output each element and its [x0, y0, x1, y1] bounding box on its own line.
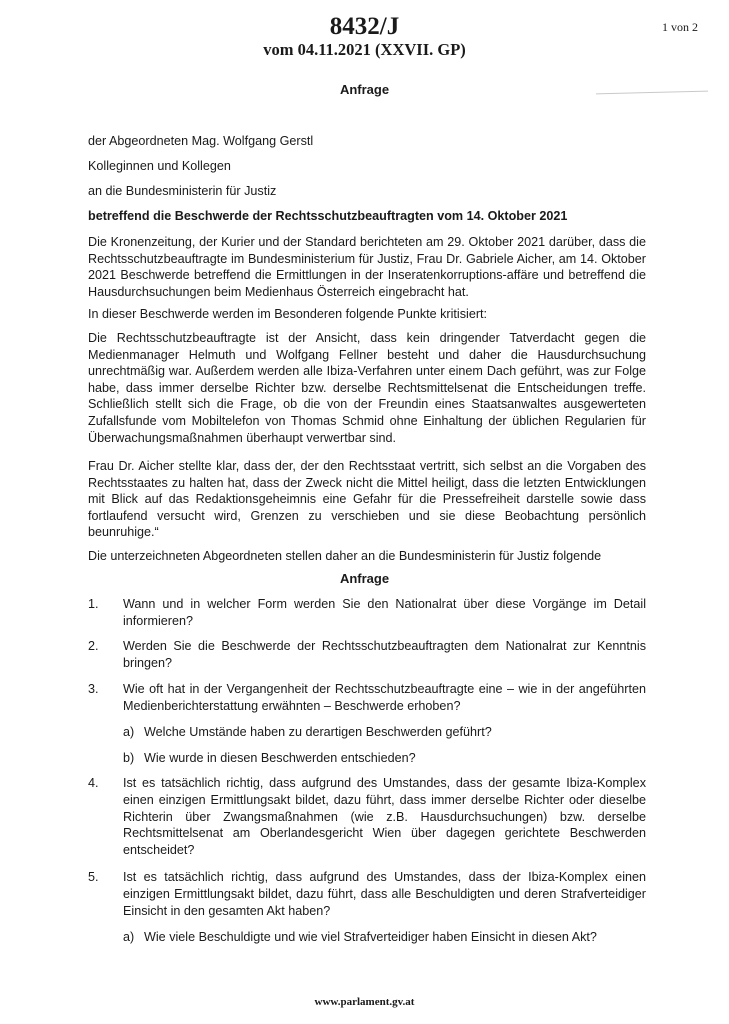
document-date: vom 04.11.2021 (XXVII. GP) [263, 40, 466, 59]
page-indicator: 1 von 2 [662, 20, 698, 34]
question-item [88, 775, 646, 859]
subject-line: betreffend die Beschwerde der Rechtsschutzbeauftragten vom 14. Oktober 2021 [88, 209, 568, 223]
body-paragraph: Die unterzeichneten Abgeordneten stellen daher an die Bundesministerin für Justiz folgende [88, 549, 602, 563]
sub-question-item [123, 929, 646, 946]
from-line: der Abgeordneten Mag. Wolfgang Gerstl [88, 134, 314, 148]
question-text: Ist es tatsächlich richtig, dass aufgrund des Umstandes, dass der gesamte Ibiza-Komplex einen einzigen Ermittlungsakt bildet, dazu führt, dass immer derselbe Richter oder dieselbe Richterin über Zwangsmaßnahmen (wie z.B. Hausdurchsuchungen) bzw. derselbe Rechtsmittelsenat am Oberlandesgericht Wien über dagegen gerichtete Beschwerden entscheidet? [123, 776, 646, 858]
question-item [88, 596, 646, 630]
sub-question-item [123, 750, 646, 767]
sub-question-label: a) [123, 725, 135, 739]
sub-question-text: Welche Umstände haben zu derartigen Beschwerden geführt? [144, 725, 492, 739]
question-number: 1. [88, 597, 99, 611]
sub-question-label: b) [123, 751, 135, 765]
body-paragraph: Frau Dr. Aicher stellte klar, dass der, der den Rechtsstaat vertritt, sich selbst an die Vorgaben des Rechtsstaates zu halten hat, dass der Zweck nicht die Mittel heiligt, dass die letzten Entwicklungen mit Blick auf das Redaktionsgeheimnis eine Gefahr für die Pressefreiheit darstelle sowie dass fortlaufend versucht wird, Grenzen zu verschieben und sie diese Beobachtung persönlich beunruhige.“ [88, 459, 646, 540]
question-item [88, 869, 646, 919]
question-number: 4. [88, 776, 99, 790]
question-text: Ist es tatsächlich richtig, dass aufgrund des Umstandes, dass der Ibiza-Komplex einen einzigen Ermittlungsakt bildet, dazu führt, dass alle Beschuldigten und deren Strafverteidiger Einsicht in den gesamten Akt haben? [123, 870, 646, 918]
question-item [88, 681, 646, 715]
question-text: Wie oft hat in der Vergangenheit der Rechtsschutzbeauftragte eine – wie in der angeführten Medienberichterstattung erwähnten – Beschwerde erhoben? [123, 682, 646, 713]
sub-question-text: Wie viele Beschuldigte und wie viel Strafverteidiger haben Einsicht in diesen Akt? [144, 930, 597, 944]
questions-heading: Anfrage [339, 571, 390, 586]
question-text: Wann und in welcher Form werden Sie den Nationalrat über diese Vorgänge im Detail informieren? [123, 597, 646, 628]
footer-website-link[interactable]: www.parlament.gv.at [314, 996, 415, 1008]
question-number: 3. [88, 682, 99, 696]
question-number: 5. [88, 870, 99, 884]
recipient-line: an die Bundesministerin für Justiz [88, 184, 277, 198]
question-number: 2. [88, 639, 99, 653]
colleagues-line: Kolleginnen und Kollegen [88, 159, 231, 173]
document-number: 8432/J [329, 13, 400, 40]
body-paragraph: In dieser Beschwerde werden im Besonderen folgende Punkte kritisiert: [88, 307, 488, 321]
sub-question-text: Wie wurde in diesen Beschwerden entschieden? [144, 751, 416, 765]
question-text: Werden Sie die Beschwerde der Rechtsschutzbeauftragten dem Nationalrat zur Kenntnis bringen? [123, 639, 646, 670]
sub-question-label: a) [123, 930, 135, 944]
body-paragraph: Die Rechtsschutzbeauftragte ist der Ansicht, dass kein dringender Tatverdacht gegen die Medienmanager Helmuth und Wolfgang Fellner besteht und daher die Hausdurchsuchung unrechtmäßig war. Außerdem werden alle Ibiza-Verfahren unter einem Dach geführt, was zur Folge habe, dass immer derselbe Richter bzw. derselbe Rechtsmittelsenat die Entscheidungen treffe. Schließlich stellt sich die Frage, ob die von der Freundin eines Staatsanwaltes ausgewerteten Zufallsfunde vom Mobiltelefon von Thomas Schmid ohne Einhaltung der üblichen Regularien für Überwachungsmaßnahmen überhaupt verwertbar sind. [88, 331, 646, 445]
body-paragraph: Die Kronenzeitung, der Kurier und der Standard berichteten am 29. Oktober 2021 darüber, dass die Rechtsschutzbeauftragte im Bundesministerium für Justiz, Frau Dr. Gabriele Aicher, am 14. Oktober 2021 Beschwerde betreffend die Ermittlungen in der Inseratenkorruptions-affäre und betreffend die Hausdurchsuchungen beim Medienhaus Österreich eingebracht hat. [88, 235, 646, 299]
page-title: Anfrage [339, 82, 390, 97]
question-item [88, 638, 646, 672]
sub-question-item [123, 724, 646, 741]
